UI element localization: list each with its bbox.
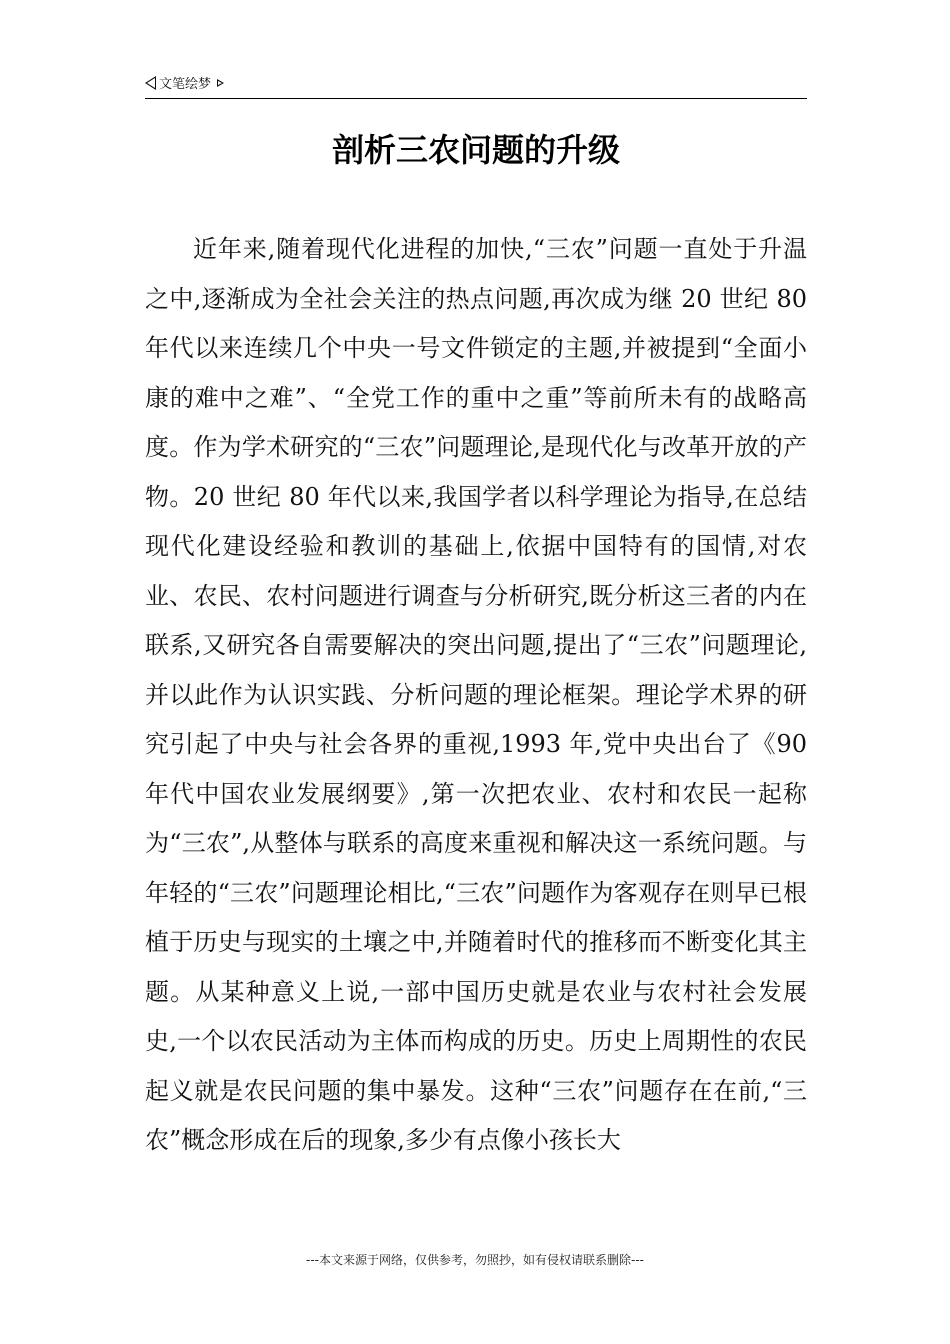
document-title: 剖析三农问题的升级: [331, 131, 620, 169]
header-label: 文笔绘梦: [159, 77, 212, 92]
triangle-right-icon: [217, 79, 224, 87]
page-header: [145, 74, 807, 99]
triangle-left-icon: [145, 76, 156, 90]
body-paragraph: 近年来,随着现代化进程的加快,“三农”问题一直处于升温之中,逐渐成为全社会关注的热点问题,再次成为继 20 世纪 80 年代以来连续几个中央一号文件锁定的主题,并被提到“全面小康的难中之难”、“全党工作的重中之重”等前所未有的战略高度。作为学术研究的“三农”问题理论,是现代化与改革开放的产物。20 世纪 80 年代以来,我国学者以科学理论为指导,在总结现代化建设经验和教训的基础上,依据中国特有的国情,对农业、农民、农村问题进行调查与分析研究,既分析这三者的内在联系,又研究各自需要解决的突出问题,提出了“三农”问题理论,并以此作为认识实践、分析问题的理论框架。理论学术界的研究引起了中央与社会各界的重视,1993 年,党中央出台了《90 年代中国农业发展纲要》,第一次把农业、农村和农民一起称为“三农”,从整体与联系的高度来重视和解决这一系统问题。与年轻的“三农”问题理论相比,“三农”问题作为客观存在则早已根植于历史与现实的土壤之中,并随着时代的推移而不断变化其主题。从某种意义上说,一部中国历史就是农业与农村社会发展史,一个以农民活动为主体而构成的历史。历史上周期性的农民起义就是农民问题的集中暴发。这种“三农”问题存在在前,“三农”概念形成在后的现象,多少有点像小孩长大: [145, 235, 807, 1154]
footer-notice: ---本文来源于网络，仅供参考，勿照抄，如有侵权请联系删除---: [306, 1253, 644, 1267]
